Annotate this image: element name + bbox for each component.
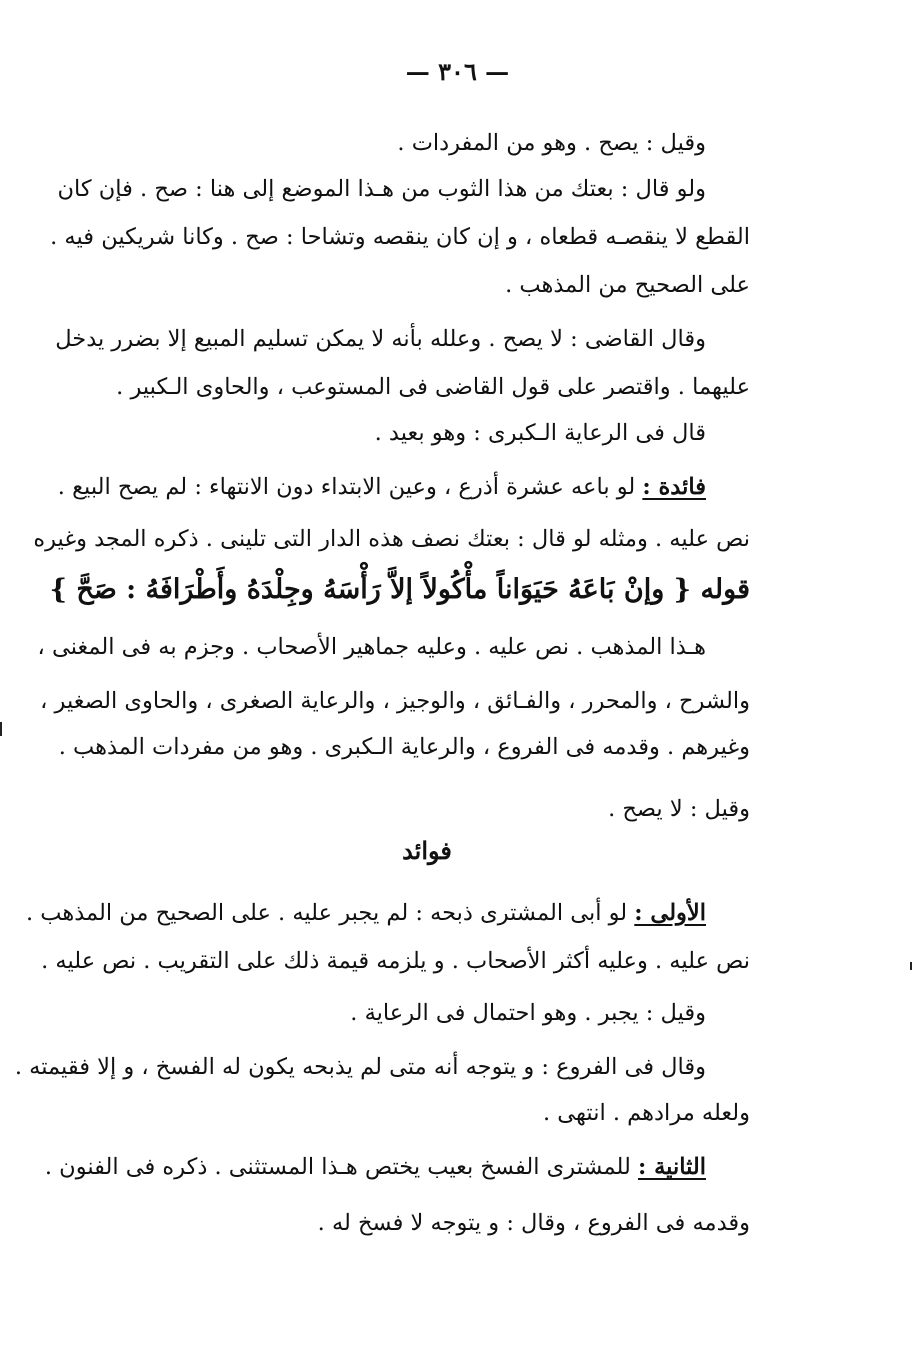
text-line: ولعله مرادهم . انتهى .: [542, 1100, 750, 1126]
text-line: عليهما . واقتصر على قول القاضى فى المستوعب ، والحاوى الـكبير .: [116, 374, 750, 400]
text-line: نص عليه . وعليه أكثر الأصحاب . و يلزمه قيمة ذلك على التقريب . نص عليه .: [41, 948, 750, 974]
text-line: هـذا المذهب . نص عليه . وعليه جماهير الأصحاب . وجزم به فى المغنى ،: [37, 634, 706, 660]
note-line: [44, 1150, 750, 1184]
text-line: على الصحيح من المذهب .: [505, 272, 750, 298]
scan-edge-mark: [910, 962, 912, 970]
text-line: وقيل : لا يصح .: [608, 796, 750, 822]
text-line: وقيل : يجبر . وهو احتمال فى الرعاية .: [350, 1000, 706, 1026]
note-text: لو باعه عشرة أذرع ، وعين الابتداء دون الانتهاء : لم يصح البيع .: [57, 474, 636, 500]
text-line: قال فى الرعاية الـكبرى : وهو بعيد .: [374, 420, 706, 446]
quote-lead: قوله: [700, 574, 750, 605]
note-line: [57, 470, 750, 504]
text-line: والشرح ، والمحرر ، والفـائق ، والوجيز ، والرعاية الصغرى ، والحاوى الصغير ،: [40, 688, 750, 714]
note-lead: فائدة :: [642, 474, 706, 500]
note-lead: الثانية :: [637, 1154, 706, 1180]
page-number: — ٣٠٦ —: [405, 57, 510, 86]
text-line: وقال فى الفروع : و يتوجه أنه متى لم يذبحه يكون له الفسخ ، و إلا فقيمته .: [14, 1054, 706, 1080]
text-line: القطع لا ينقصـه قطعاه ، و إن كان ينقصه وتشاحا : صح . وكانا شريكين فيه .: [50, 224, 750, 250]
text-line: ولو قال : بعتك من هذا الثوب من هـذا الموضع إلى هنا : صح . فإن كان: [57, 176, 706, 202]
note-text: للمشترى الفسخ بعيب يختص هـذا المستثنى . ذكره فى الفنون .: [44, 1154, 631, 1180]
quote-text: { وإنْ بَاعَهُ حَيَوَاناً مأْكُولاً إلاَّ رَأْسَهُ وجِلْدَهُ وأَطْرَافَهُ : صَحَّ }: [49, 574, 692, 605]
note-line: [25, 896, 750, 930]
text-line: وقال القاضى : لا يصح . وعلله بأنه لا يمكن تسليم المبيع إلا بضرر يدخل: [55, 326, 706, 352]
note-text: لو أبى المشترى ذبحه : لم يجبر عليه . على الصحيح من المذهب .: [25, 900, 628, 926]
text-line: وغيرهم . وقدمه فى الفروع ، والرعاية الـكبرى . وهو من مفردات المذهب .: [58, 734, 750, 760]
text-line: وقيل : يصح . وهو من المفردات .: [397, 130, 706, 156]
quoted-matn-line: [49, 565, 750, 615]
scan-edge-mark: [0, 722, 2, 736]
text-line: وقدمه فى الفروع ، وقال : و يتوجه لا فسخ له .: [317, 1210, 750, 1236]
note-lead: الأولى :: [634, 900, 706, 926]
section-heading: فوائد: [402, 836, 452, 865]
text-line: نص عليه . ومثله لو قال : بعتك نصف هذه الدار التى تلينى . ذكره المجد وغيره: [33, 526, 750, 552]
